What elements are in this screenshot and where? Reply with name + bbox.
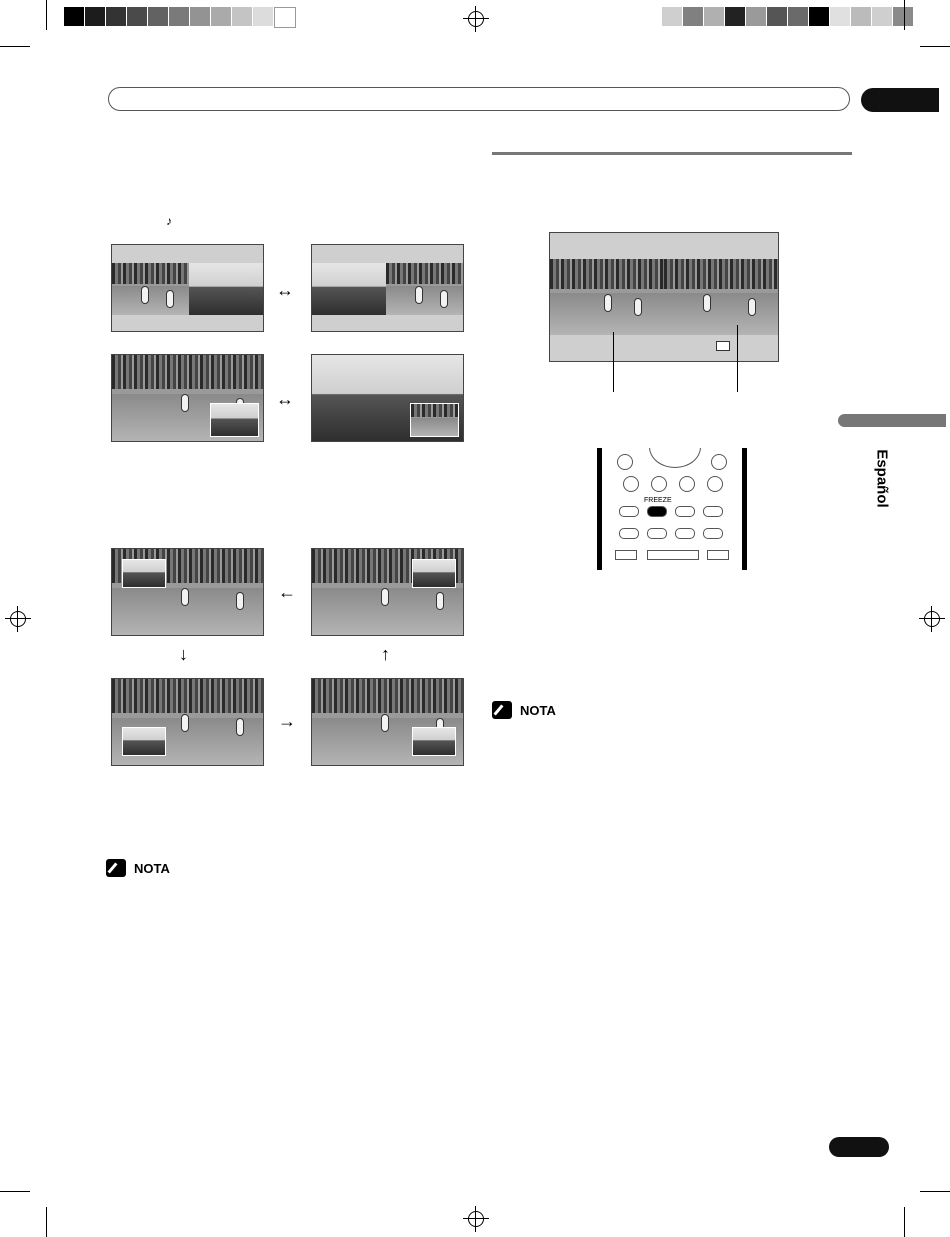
nota-heading-left — [106, 859, 170, 877]
header-pill — [108, 87, 850, 111]
live-picture — [550, 259, 664, 335]
crop-mark — [904, 0, 905, 30]
freeze-button[interactable] — [647, 506, 667, 517]
split-right-seascape — [189, 263, 263, 315]
arrow-up-icon: ↑ — [381, 644, 390, 664]
registration-mark-icon — [924, 611, 940, 627]
grayscale-bar-left — [64, 7, 296, 26]
split-screen-b — [311, 244, 464, 332]
registration-mark-icon — [10, 611, 26, 627]
pip-screen-b — [311, 354, 464, 442]
language-tab — [838, 414, 946, 427]
pip-position-top-right — [311, 548, 464, 636]
pencil-icon — [106, 859, 126, 877]
crop-mark — [46, 1207, 47, 1237]
chapter-tab — [861, 88, 939, 112]
note-icon: ♪ — [166, 214, 172, 228]
arrow-down-icon: ↓ — [179, 644, 188, 664]
callout-line — [737, 325, 738, 392]
pip-position-bottom-left — [111, 678, 264, 766]
crop-mark — [0, 1191, 30, 1192]
pip-screen-a — [111, 354, 264, 442]
freeze-indicator-icon — [716, 341, 730, 351]
section-rule — [492, 152, 852, 155]
crop-mark — [920, 1191, 950, 1192]
freeze-screen — [549, 232, 779, 362]
nota-heading-right — [492, 701, 556, 719]
split-left-baseball — [112, 263, 189, 315]
registration-mark-icon — [468, 11, 484, 27]
crop-mark — [46, 0, 47, 30]
callout-line — [613, 332, 614, 392]
registration-mark-icon — [468, 1211, 484, 1227]
freeze-label: FREEZE — [644, 497, 672, 504]
crop-mark — [904, 1207, 905, 1237]
crop-mark — [0, 46, 30, 47]
nota-label: NOTA — [134, 860, 170, 876]
split-screen-a — [111, 244, 264, 332]
frozen-picture — [664, 259, 778, 335]
arrow-left-icon: ← — [278, 582, 296, 602]
swap-arrow-icon: ↔ — [276, 280, 294, 300]
arrow-right-icon: → — [278, 711, 296, 731]
page-number-tab — [829, 1137, 889, 1157]
remote-control — [597, 448, 747, 570]
grayscale-bar-right — [662, 7, 914, 26]
pencil-icon — [492, 701, 512, 719]
swap-arrow-icon: ↔ — [276, 389, 294, 409]
crop-mark — [920, 46, 950, 47]
pip-position-bottom-right — [311, 678, 464, 766]
pip-position-top-left — [111, 548, 264, 636]
language-label: Español — [873, 449, 891, 508]
nota-label: NOTA — [520, 702, 556, 718]
